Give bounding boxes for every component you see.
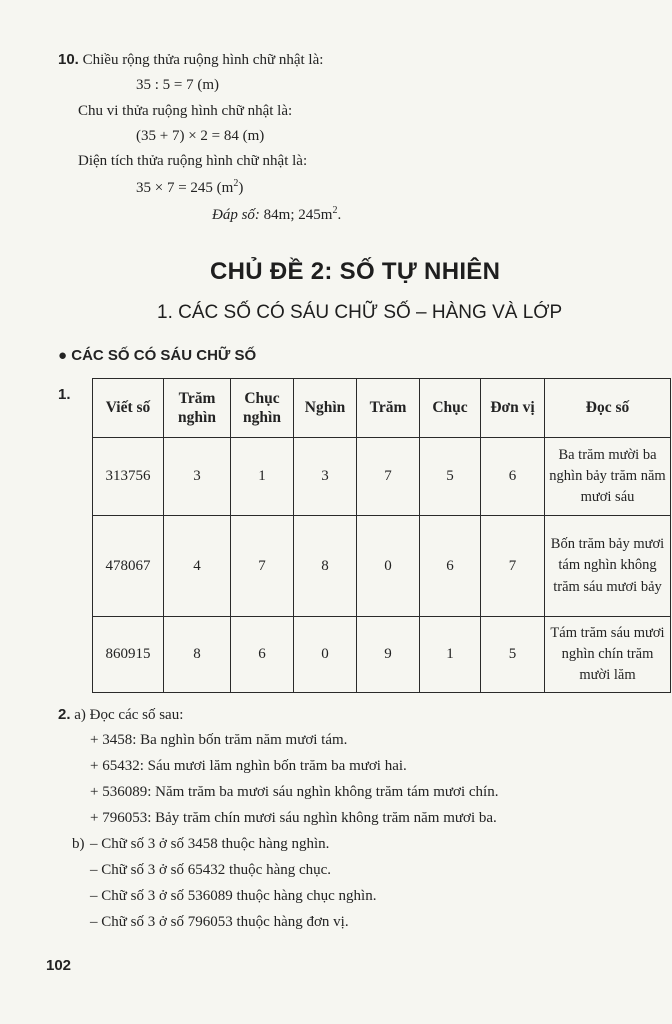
cell-digit: 0: [357, 516, 420, 617]
table-row: [93, 617, 671, 693]
part-b-prefix: b): [72, 836, 85, 852]
cell-digit: 6: [420, 516, 481, 617]
list-item: + 65432: Sáu mươi lăm nghìn bốn trăm ba mươi hai.: [90, 758, 407, 774]
cell-digit: 0: [294, 617, 357, 693]
problem-10-text-1: Chiều rộng thửa ruộng hình chữ nhật là:: [82, 52, 324, 68]
list-item: – Chữ số 3 ở số 536089 thuộc hàng chục nghìn.: [90, 888, 377, 904]
header-tram-nghin: Trăm nghìn: [164, 379, 231, 438]
problem-10-text-2: Chu vi thửa ruộng hình chữ nhật là:: [78, 103, 293, 119]
bullet-icon: ●: [58, 347, 68, 364]
answer-superscript: 2: [332, 205, 338, 216]
cell-digit: 7: [231, 516, 294, 617]
calculation-1: 35 : 5 = 7 (m): [136, 77, 220, 93]
section-title: CÁC SỐ CÓ SÁU CHỮ SỐ: [71, 347, 257, 364]
cell-digit: 1: [420, 617, 481, 693]
table-row: [93, 516, 671, 617]
page-number: 102: [46, 957, 72, 974]
square-superscript: 2: [233, 178, 239, 189]
cell-number: 313756: [93, 438, 164, 516]
list-item: – Chữ số 3 ở số 3458 thuộc hàng nghìn.: [90, 836, 330, 852]
header-nghin: Nghìn: [294, 379, 357, 438]
table-row: [93, 438, 671, 516]
answer-label: Đáp số:: [212, 207, 260, 223]
answer-line: [212, 205, 341, 224]
topic-title: CHỦ ĐỀ 2: SỐ TỰ NHIÊN: [210, 258, 501, 285]
cell-reading: Tám trăm sáu mươi nghìn chín trăm mười lăm: [545, 617, 671, 693]
cell-digit: 4: [164, 516, 231, 617]
list-item: – Chữ số 3 ở số 65432 thuộc hàng chục.: [90, 862, 332, 878]
cell-digit: 7: [481, 516, 545, 617]
cell-number: 478067: [93, 516, 164, 617]
part-a-label: a) Đọc các số sau:: [74, 707, 184, 723]
cell-number: 860915: [93, 617, 164, 693]
list-item: + 3458: Ba nghìn bốn trăm năm mươi tám.: [90, 732, 348, 748]
list-item: + 536089: Năm trăm ba mươi sáu nghìn không trăm tám mươi chín.: [90, 784, 499, 800]
cell-digit: 1: [231, 438, 294, 516]
calculation-3-close: ): [238, 180, 244, 196]
calculation-3: [136, 178, 243, 197]
cell-digit: 7: [357, 438, 420, 516]
cell-reading: Ba trăm mười ba nghìn bảy trăm năm mươi sáu: [545, 438, 671, 516]
answer-end: .: [337, 207, 342, 223]
cell-digit: 3: [294, 438, 357, 516]
exercise-2-heading: [58, 706, 183, 724]
header-doc-so: Đọc số: [545, 379, 671, 438]
header-viet-so: Viết số: [93, 379, 164, 438]
cell-digit: 5: [420, 438, 481, 516]
answer-value: 84m; 245m: [259, 207, 333, 223]
header-tram: Trăm: [357, 379, 420, 438]
cell-digit: 3: [164, 438, 231, 516]
exercise-1-number: 1.: [58, 386, 71, 403]
header-chuc: Chục: [420, 379, 481, 438]
calculation-2: (35 + 7) × 2 = 84 (m): [136, 128, 265, 144]
problem-10-line-1: [58, 51, 323, 69]
cell-digit: 8: [294, 516, 357, 617]
exercise-2-number: 2.: [58, 706, 71, 723]
cell-digit: 6: [231, 617, 294, 693]
list-item: – Chữ số 3 ở số 796053 thuộc hàng đơn vị.: [90, 914, 349, 930]
header-chuc-nghin: Chục nghìn: [231, 379, 294, 438]
header-don-vi: Đơn vị: [481, 379, 545, 438]
table-header-row: [93, 379, 671, 438]
section-heading: [58, 347, 256, 364]
place-value-table: [92, 378, 671, 693]
cell-digit: 9: [357, 617, 420, 693]
lesson-title: 1. CÁC SỐ CÓ SÁU CHỮ SỐ – HÀNG VÀ LỚP: [157, 302, 563, 323]
cell-digit: 8: [164, 617, 231, 693]
cell-reading: Bốn trăm bảy mươi tám nghìn không trăm sáu mươi bảy: [545, 516, 671, 617]
problem-10-text-3: Diện tích thửa ruộng hình chữ nhật là:: [78, 153, 308, 169]
problem-number: 10.: [58, 51, 79, 68]
calculation-3-text: 35 × 7 = 245 (m: [136, 180, 234, 196]
cell-digit: 5: [481, 617, 545, 693]
list-item: + 796053: Bảy trăm chín mươi sáu nghìn không trăm năm mươi ba.: [90, 810, 497, 826]
cell-digit: 6: [481, 438, 545, 516]
